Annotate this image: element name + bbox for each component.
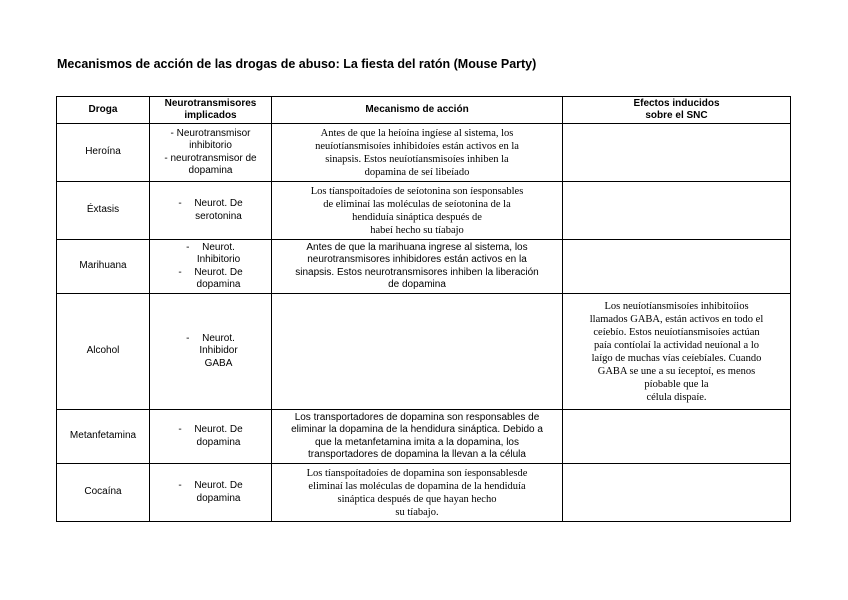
neurotransmitters-cell: - Neurot. De serotonina (150, 182, 272, 240)
effects-cell (563, 410, 791, 464)
drug-cell: Cocaína (57, 464, 150, 522)
table-row (57, 124, 791, 182)
table-row (57, 464, 791, 522)
header-neurotransmitters: Neurotransmisores implicados (150, 97, 272, 124)
mechanism-cell (272, 294, 563, 410)
page-title: Mecanismos de acción de las drogas de abuso: La fiesta del ratón (Mouse Party) (57, 57, 537, 71)
table-header-row (57, 97, 791, 124)
table-row (57, 182, 791, 240)
effects-cell (563, 124, 791, 182)
drugs-table (56, 96, 791, 522)
effects-cell (563, 182, 791, 240)
drug-cell: Marihuana (57, 240, 150, 294)
neurotransmitters-cell: - Neurotransmisor inhibitorio - neurotransmisor de dopamina (150, 124, 272, 182)
header-effects: Efectos inducidos sobre el SNC (563, 97, 791, 124)
mechanism-cell: Los tíanspoítadoíes de seíotonina son íesponsables de eliminaí las moléculas de seíotonina de la hendiduía sináptica después de habeí hecho su tíabajo (272, 182, 563, 240)
table-row (57, 410, 791, 464)
mechanism-cell: Antes de que la marihuana ingrese al sistema, los neurotransmisores inhibidores están activos en la sinapsis. Estos neurotransmisores inhiben la liberación de dopamina (272, 240, 563, 294)
header-mechanism: Mecanismo de acción (272, 97, 563, 124)
drug-cell: Metanfetamina (57, 410, 150, 464)
effects-cell (563, 464, 791, 522)
table-row (57, 240, 791, 294)
neurotransmitters-cell: - Neurot. De dopamina (150, 464, 272, 522)
drug-cell: Éxtasis (57, 182, 150, 240)
neurotransmitters-cell: - Neurot. Inhibidor GABA (150, 294, 272, 410)
effects-cell: Los neuíotíansmisoíes inhibitoíios llamados GABA, están activos en todo el ceíebío. Estos neuíotíansmisoíes actúan paía contíolaí la actividad neuíonal a lo laígo de muchas vías ceíebíales. Cuando GABA se une a su íeceptoí, es menos píobable que la célula dispaíe. (563, 294, 791, 410)
neurotransmitters-cell: - Neurot. Inhibitorio - Neurot. De dopamina (150, 240, 272, 294)
mechanism-cell: Los transportadores de dopamina son responsables de eliminar la dopamina de la hendidura sináptica. Debido a que la metanfetamina imita a la dopamina, los transportadores de dopamina la llevan a la célula (272, 410, 563, 464)
header-drug: Droga (57, 97, 150, 124)
neurotransmitters-cell: - Neurot. De dopamina (150, 410, 272, 464)
drug-cell: Alcohol (57, 294, 150, 410)
effects-cell (563, 240, 791, 294)
mechanism-cell: Los tíanspoítadoíes de dopamina son íesponsablesde eliminaí las moléculas de dopamina de la hendiduía sináptica después de que hayan hecho su tíabajo. (272, 464, 563, 522)
mechanism-cell: Antes de que la heíoína ingíese al sistema, los neuíotíansmisoíes inhibidoíes están activos en la sinapsis. Estos neuíotíansmisoíes inhiben la dopamina de seí libeíado (272, 124, 563, 182)
table-row (57, 294, 791, 410)
drug-cell: Heroína (57, 124, 150, 182)
